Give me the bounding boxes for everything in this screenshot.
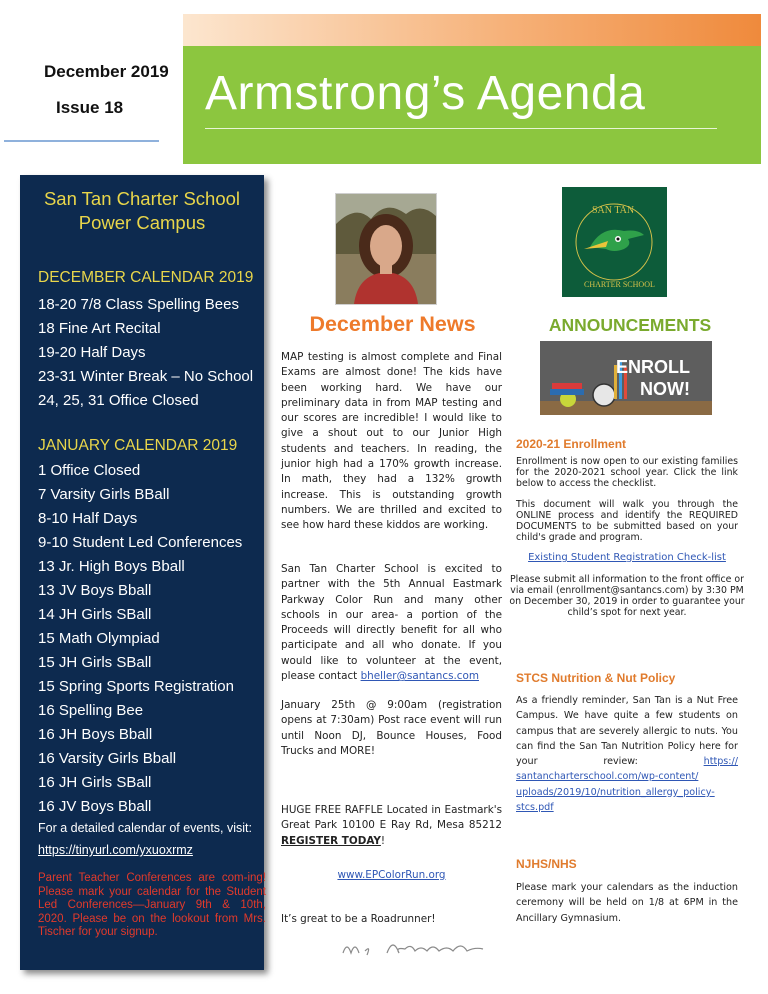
school-name: San Tan Charter School — [43, 188, 241, 209]
calendar-item: 24, 25, 31 Office Closed — [38, 392, 199, 409]
calendar-item: 16 Spelling Bee — [38, 702, 144, 719]
december-news-heading: December News — [309, 312, 476, 336]
conference-notice: Parent Teacher Conferences are com-ing! Please mark your calendar for the Student Led Conferences—January 9th & 10th, 2020. Please be on the lookout from Mrs. Tischer for your signup. — [38, 872, 266, 938]
logo-bottom-text: CHARTER SCHOOL — [584, 280, 655, 289]
calendar-sidebar — [20, 175, 264, 970]
enroll-line1: ENROLL — [616, 357, 690, 377]
principal-photo — [335, 193, 437, 305]
january-calendar-heading: JANUARY CALENDAR 2019 — [38, 437, 238, 454]
nutrition-paragraph — [516, 693, 738, 815]
header-divider — [4, 140, 159, 142]
december-calendar-list — [38, 293, 253, 413]
calendar-item: 19-20 Half Days — [38, 344, 146, 361]
calendar-item: 23-31 Winter Break – No School — [38, 368, 254, 385]
school-logo — [562, 187, 667, 297]
logo-top-text: SAN TAN — [592, 205, 635, 216]
raffle-text: HUGE FREE RAFFLE Located in Eastmark's Great Park 10100 E Ray Rd, Mesa 85212 — [281, 804, 502, 832]
enrollment-heading: 2020-21 Enrollment — [516, 437, 627, 451]
news-paragraph-raffle — [281, 803, 502, 849]
calendar-item: 15 Math Olympiad — [38, 630, 160, 647]
calendar-detail-link[interactable]: https://tinyurl.com/yxuoxrmz — [38, 843, 193, 857]
header-orange-bar — [183, 14, 761, 46]
announcements-heading: ANNOUNCEMENTS — [548, 315, 712, 335]
nutrition-link-start[interactable]: https:// — [703, 756, 738, 768]
issue-date: December 2019 — [44, 62, 169, 81]
news-paragraph-event: January 25th @ 9:00am (registration opens at 7:30am) Post race event will run until Noon DJ, Bounce Houses, Food Trucks and MORE! — [281, 699, 502, 757]
color-run-site-link[interactable]: www.EPColorRun.org — [337, 869, 446, 881]
enroll-line2: NOW! — [640, 379, 690, 399]
nutrition-text: As a friendly reminder, San Tan is a Nut Free Campus. We have quite a few students on campus that are severely allergic to nuts. You can find the San Tan Nutrition Policy here for your review: — [516, 695, 738, 768]
enrollment-paragraph-2: This document will walk you through the ONLINE process and identify the REQUIRED DOCUMENTS to be submitted based on your child's grade and program. — [516, 499, 738, 543]
issue-number: Issue 18 — [56, 98, 124, 117]
calendar-item: 13 Jr. High Boys Bball — [38, 558, 185, 575]
calendar-item: 7 Varsity Girls BBall — [38, 486, 170, 503]
register-today-text: REGISTER TODAY — [281, 834, 381, 847]
campus-name: Power Campus — [78, 212, 206, 233]
calendar-item: 9-10 Student Led Conferences — [38, 534, 243, 551]
calendar-item: 8-10 Half Days — [38, 510, 138, 527]
calendar-item: 1 Office Closed — [38, 462, 141, 479]
calendar-item: 18 Fine Art Recital — [38, 320, 161, 337]
calendar-item: 15 Spring Sports Registration — [38, 678, 234, 695]
contact-email-link[interactable]: bheller@santancs.com — [360, 670, 479, 683]
njhs-heading: NJHS/NHS — [516, 857, 577, 871]
calendar-item: 18-20 7/8 Class Spelling Bees — [38, 296, 239, 313]
registration-checklist-link[interactable]: Existing Student Registration Check-list — [528, 552, 726, 563]
title-rule — [205, 128, 717, 129]
december-calendar-heading: DECEMBER CALENDAR 2019 — [38, 269, 254, 286]
njhs-paragraph: Please mark your calendars as the induction ceremony will be held on 1/8 at 6PM in the Ancillary Gymnasium. — [516, 882, 738, 924]
news-paragraph-map: MAP testing is almost complete and Final Exams are almost done! The kids have been working hard. We have our preliminary data in from MAP testing and our scores are incredible! I would like to give a shout out to our Junior High students and teachers. In reading, the junior high had a 170% growth increase. In math, they had a 132% growth increase. This is outstanding growth numbers. We are thrilled and excited to see how hard these kiddos are working. — [281, 351, 502, 532]
nutrition-heading: STCS Nutrition & Nut Policy — [516, 671, 676, 685]
closing-line: It’s great to be a Roadrunner! — [281, 913, 436, 925]
calendar-item: 16 JV Boys Bball — [38, 798, 152, 815]
calendar-item: 15 JH Girls SBall — [38, 654, 152, 671]
enrollment-paragraph-1: Enrollment is now open to our existing families for the 2020-2021 school year. Click the link below to access the checklist. — [516, 456, 738, 489]
calendar-detail-text: For a detailed calendar of events, visit: — [38, 821, 253, 835]
enroll-now-image — [540, 341, 712, 415]
news-paragraph-color-run — [281, 562, 502, 684]
january-calendar-list — [38, 459, 242, 819]
newsletter-title: Armstrong’s Agenda — [205, 67, 646, 120]
register-exclaim: ! — [380, 834, 386, 847]
calendar-item: 16 JH Boys Bball — [38, 726, 153, 743]
signature — [335, 933, 495, 961]
calendar-item: 14 JH Girls SBall — [38, 606, 152, 623]
calendar-item: 16 Varsity Girls Bball — [38, 750, 177, 767]
enrollment-submit-text: Please submit all information to the front office or via email (enrollment@santancs.com) by 3:30 PM on December 30, 2019 in order to guarantee your child’s spot for next year. — [509, 574, 745, 618]
color-run-site-wrap — [281, 868, 502, 883]
color-run-text: San Tan Charter School is excited to partner with the 5th Annual Eastmark Parkway Color Run and many other schools in our area- a portion of the Proceeds will directly benefit for all who participate and all who donate. If you would like to volunteer at the event, please contact — [281, 563, 502, 683]
calendar-item: 13 JV Boys Bball — [38, 582, 152, 599]
sidebar-title — [20, 187, 264, 235]
calendar-item: 16 JH Girls SBall — [38, 774, 152, 791]
signature-graphic — [335, 933, 495, 961]
nutrition-policy-link[interactable]: santancharterschool.com/wp-content/ uploads/2019/10/nutrition_allergy_policy-stcs.pdf — [516, 771, 715, 814]
